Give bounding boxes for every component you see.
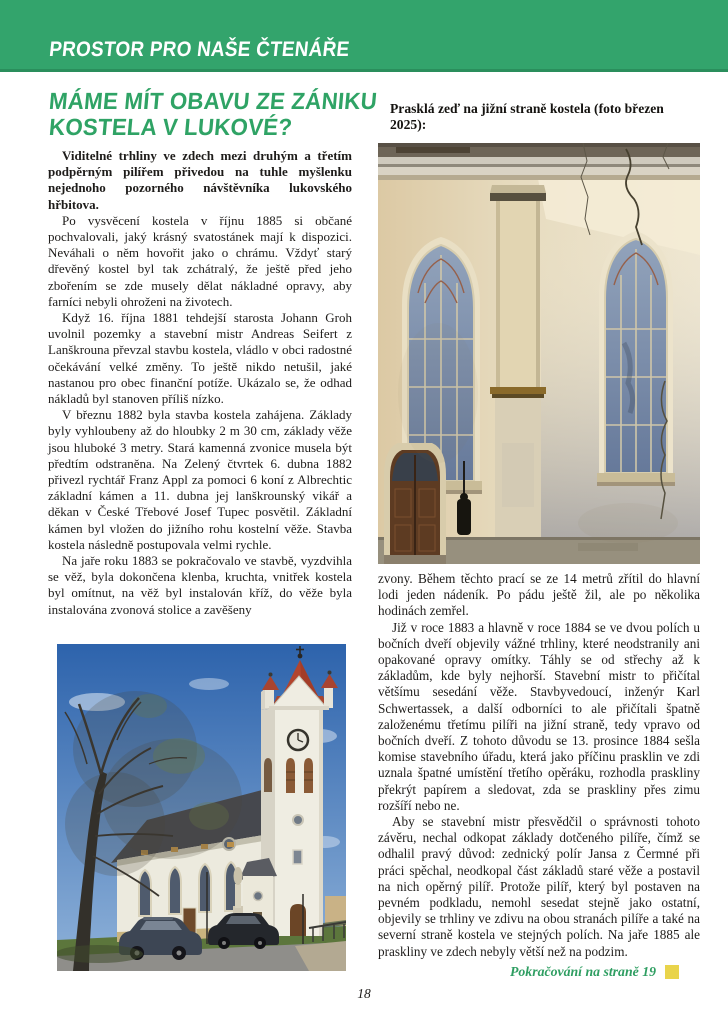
paragraph: zvony. Během těchto prací se ze 14 metrů zřítil do hlavní lodi jeden nádeník. Po pádu ještě žil, ale po několika hodinách zemřel.: [378, 571, 700, 619]
section-header-bar: [0, 0, 728, 72]
lead-paragraph: Viditelné trhliny ve zdech mezi druhým a třetím podpěrným pilířem přivedou na tuhle myšlenku nejednoho pozorného návštěvníka lukovského hřbitova.: [48, 148, 352, 212]
continuation-label: Pokračování na straně 19: [509, 963, 656, 979]
article-title-line1: MÁME MÍT OBAVU ZE ZÁNIKU: [48, 88, 379, 114]
paragraph: V březnu 1882 byla stavba kostela zahájena. Základy byly vyhloubeny až do hloubky 2 m 30 cm, základy věže jsou hluboké 3 metry. Stará kamenná zvonice musela být předtím odstraněna. Na Zelený čtvrtek 6. dubna 1882 přivezl rychtář Franz Appl za pomoci 6 koní z Albrechtic základní kámen a 11. dubna jej lanškrounský vikář a děkan v České Třebové Josef Tupec posvětil. Základní kámen byl vložen do jižního rohu kostelní věže. Stavba kostela následně postupovala velmi rychle.: [48, 407, 352, 552]
belfry-window: [285, 757, 296, 794]
buttress-pillar: [490, 185, 546, 537]
article-right-text: [378, 571, 700, 980]
church-exterior-photo-image: [57, 644, 346, 971]
article-right-column: [378, 101, 700, 980]
section-title: PROSTOR PRO NAŠE ČTENÁŘE: [48, 38, 351, 61]
paragraph: Aby se stavební mistr přesvědčil o správnosti tohoto závěru, nechal odkopat základy dotčeného pilíře, čímž se odhalil pravý důvod: zednický polír Jansa z Čermné při práci spěchal, neodkopal část základů staré věže a postavil na nich opěrný pilíř. Protože pilíř, který byl postaven na pevném podkladu, nemohl sesedat stejně jako ostatní, objevily se trhliny ve zdivu na obou stranách pilíře a také na severní straně kostela ve stejných polích. Na jaře 1885 ale praskliny ve zdech nebyly větší než na podzim.: [378, 814, 700, 959]
article-title-line2: KOSTELA V LUKOVÉ?: [48, 114, 294, 140]
roof-cornice: [378, 143, 700, 180]
paragraph: Když 16. října 1881 tehdejší starosta Johann Groh uvolnil pozemky a stavební mistr Andreas Seifert z Lanškrouna převzal stavbu kostela, vládlo v obci radostné očekávání velké změny. To ještě nikdo netušil, jaké nastanou pro obec finanční potíže. Ukázalo se, že odhad nákladů byl stanoven příliš nízko.: [48, 310, 352, 407]
cracked-wall-photo: [378, 143, 700, 564]
church-exterior-photo: [57, 644, 346, 971]
paragraph: Po vysvěcení kostela v říjnu 1885 si občané pochvalovali, jaký krásný svatostánek mají k dispozici. Neváhali o něm hovořit jako o chrámu. Vždyť starý dřevěný kostel byl tak zchátralý, že ještě před jeho zbořením se zde musely dělat nákladné opravy, aby farníci nebyli ohroženi na životech.: [48, 212, 352, 309]
article-title: [48, 88, 379, 140]
belfry-window: [303, 757, 314, 794]
paragraph: Na jaře roku 1883 se pokračovalo ve stavbě, vyzdvihla se věž, byla dokončena klenba, kruchta, vnitřek kostela byl omítnut, na věž byl instalován kříž, do věže byla instalována zvonová stolice a zavěšeny: [48, 553, 352, 617]
cracked-wall-photo-image: [378, 143, 700, 564]
continuation-note: [378, 964, 700, 980]
page-number: 18: [357, 986, 371, 1001]
article-left-column: [48, 88, 379, 618]
paragraph: Již v roce 1883 a hlavně v roce 1884 se ve dvou polích u bočních dveří objevily vážné trhliny, které neodstranily ani opakované opravy omítky. Táhly se od střechy až k základům, kde byly nejhorší. Stavební mistr to přičítal většímu sesedání věže. Stavbyvedoucí, inženýr Karl Schwertassek, a další odborníci to ale přičítali špatně založenému třetímu pilíři na jižní straně, tedy vpravo od bočních dveří. Z tohoto důvodu se 13. prosince 1884 sešla komise stavebního úřadu, která jako příčinu prasklin ve zdi uznala špatné umístění třetího opěráku, rozhodla praskliny překrýt papírem a sledovat, zda se praskliny přes zimu rozšíří nebo ne.: [378, 619, 700, 813]
gothic-window-right: [597, 231, 675, 486]
end-marker-square: [665, 965, 679, 979]
photo-caption: Prasklá zeď na jižní straně kostela (foto březen 2025):: [390, 101, 664, 132]
